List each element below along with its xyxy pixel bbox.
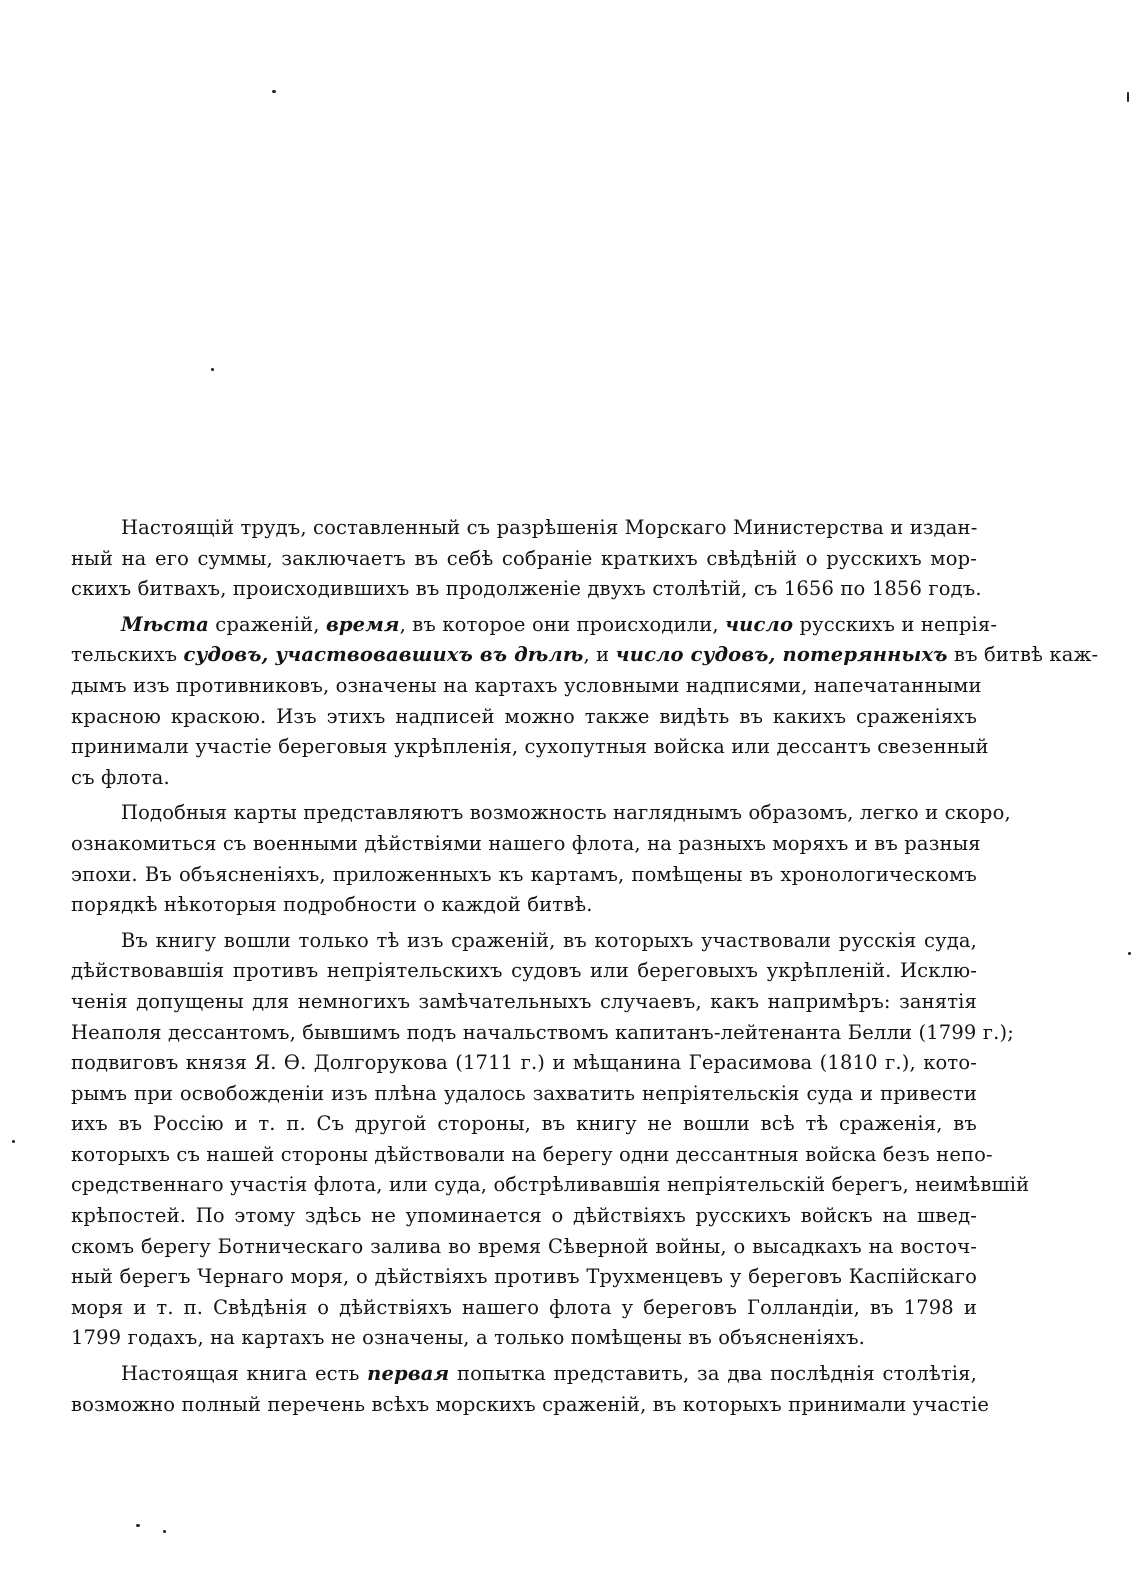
- text-line: средственнаго участія флота, или суда, обстрѣливавшія непріятельскій берегъ, неимѣвшій: [71, 1173, 1030, 1197]
- text-line: дымъ изъ противниковъ, означены на картахъ условными надписями, напечатанными: [71, 673, 982, 697]
- text-line: порядкѣ нѣкоторыя подробности о каждой битвѣ.: [71, 893, 593, 917]
- emphasis: число судовъ, потерянныхъ: [615, 643, 948, 667]
- text-line: Мѣста сраженій, время, въ которое они происходили, число русскихъ и непрія-: [121, 612, 998, 636]
- paragraph: [71, 926, 1030, 1354]
- preface-text: [71, 513, 1099, 1420]
- text-line: Въ книгу вошли только тѣ изъ сраженій, въ которыхъ участвовали русскія суда,: [121, 928, 977, 952]
- text-line: Настоящая книга есть первая попытка представить, за два послѣднія столѣтія,: [121, 1362, 977, 1386]
- paragraph: [71, 1359, 990, 1420]
- text-line: рымъ при освобожденіи изъ плѣна удалось захватить непріятельскія суда и привести: [71, 1081, 977, 1105]
- text-line: ный на его суммы, заключаетъ въ себѣ собраніе краткихъ свѣдѣній о русскихъ мор-: [71, 546, 977, 570]
- dust-speck: [12, 1140, 15, 1143]
- text-line: тельскихъ судовъ, участвовавшихъ въ дѣлѣ, и число судовъ, потерянныхъ въ битвѣ каж-: [71, 643, 1099, 667]
- emphasis: судовъ, участвовавшихъ въ дѣлѣ: [183, 643, 584, 667]
- text-line: скихъ битвахъ, происходившихъ въ продолженіе двухъ столѣтій, съ 1656 по 1856 годъ.: [71, 577, 982, 601]
- text-line: Неаполя дессантомъ, бывшимъ подъ начальствомъ капитанъ-лейтенанта Белли (1799 г.);: [71, 1020, 1014, 1044]
- dust-speck: [272, 90, 276, 93]
- paragraph: [71, 513, 982, 605]
- text-line: красною краскою. Изъ этихъ надписей можно также видѣть въ какихъ сраженіяхъ: [71, 704, 977, 728]
- emphasis: Мѣста: [121, 612, 209, 636]
- text-line: которыхъ съ нашей стороны дѣйствовали на берегу одни дессантныя войска безъ непо-: [71, 1142, 993, 1166]
- text-line: эпохи. Въ объясненіяхъ, приложенныхъ къ картамъ, помѣщены въ хронологическомъ: [71, 862, 977, 886]
- text-line: Настоящій трудъ, составленный съ разрѣшенія Морскаго Министерства и издан-: [121, 516, 978, 539]
- paragraph: [71, 610, 1099, 794]
- text-line: Подобныя карты представляютъ возможность нагляднымъ образомъ, легко и скоро,: [121, 801, 1011, 825]
- text-line: возможно полный перечень всѣхъ морскихъ сраженій, въ которыхъ принимали участіе: [71, 1392, 990, 1416]
- dust-speck: [136, 1524, 140, 1527]
- emphasis: первая: [367, 1362, 450, 1386]
- dust-speck: [163, 1530, 166, 1533]
- text-line: дѣйствовавшія противъ непріятельскихъ судовъ или береговыхъ укрѣпленій. Исклю-: [71, 959, 977, 983]
- text-line: съ флота.: [71, 765, 170, 789]
- dust-speck: [1128, 952, 1131, 955]
- text-line: ихъ въ Россію и т. п. Съ другой стороны, въ книгу не вошли всѣ тѣ сраженія, въ: [71, 1112, 977, 1136]
- text-line: ознакомиться съ военными дѣйствіями нашего флота, на разныхъ моряхъ и въ разныя: [71, 831, 981, 855]
- text-line: подвиговъ князя Я. Ѳ. Долгорукова (1711 г.) и мѣщанина Герасимова (1810 г.), кото-: [71, 1051, 977, 1075]
- emphasis: число: [725, 612, 794, 636]
- text-line: моря и т. п. Свѣдѣнія о дѣйствіяхъ нашего флота у береговъ Голландіи, въ 1798 и: [71, 1295, 977, 1319]
- text-line: скомъ берегу Ботническаго залива во время Сѣверной войны, о высадкахъ на восточ-: [71, 1234, 977, 1258]
- paragraph: [71, 798, 1011, 920]
- text-line: ный берегъ Чернаго моря, о дѣйствіяхъ противъ Трухменцевъ у береговъ Каспійскаго: [71, 1265, 977, 1289]
- text-line: крѣпостей. По этому здѣсь не упоминается о дѣйствіяхъ русскихъ войскъ на швед-: [71, 1204, 977, 1228]
- emphasis: время: [325, 612, 400, 636]
- text-line: принимали участіе береговыя укрѣпленія, сухопутныя войска или дессантъ свезенный: [71, 735, 989, 759]
- text-line: ченія допущены для немногихъ замѣчательныхъ случаевъ, какъ напримѣръ: занятія: [71, 989, 977, 1013]
- dust-speck: [1127, 92, 1129, 102]
- text-line: 1799 годахъ, на картахъ не означены, а только помѣщены въ объясненіяхъ.: [71, 1326, 865, 1350]
- dust-speck: [211, 368, 214, 371]
